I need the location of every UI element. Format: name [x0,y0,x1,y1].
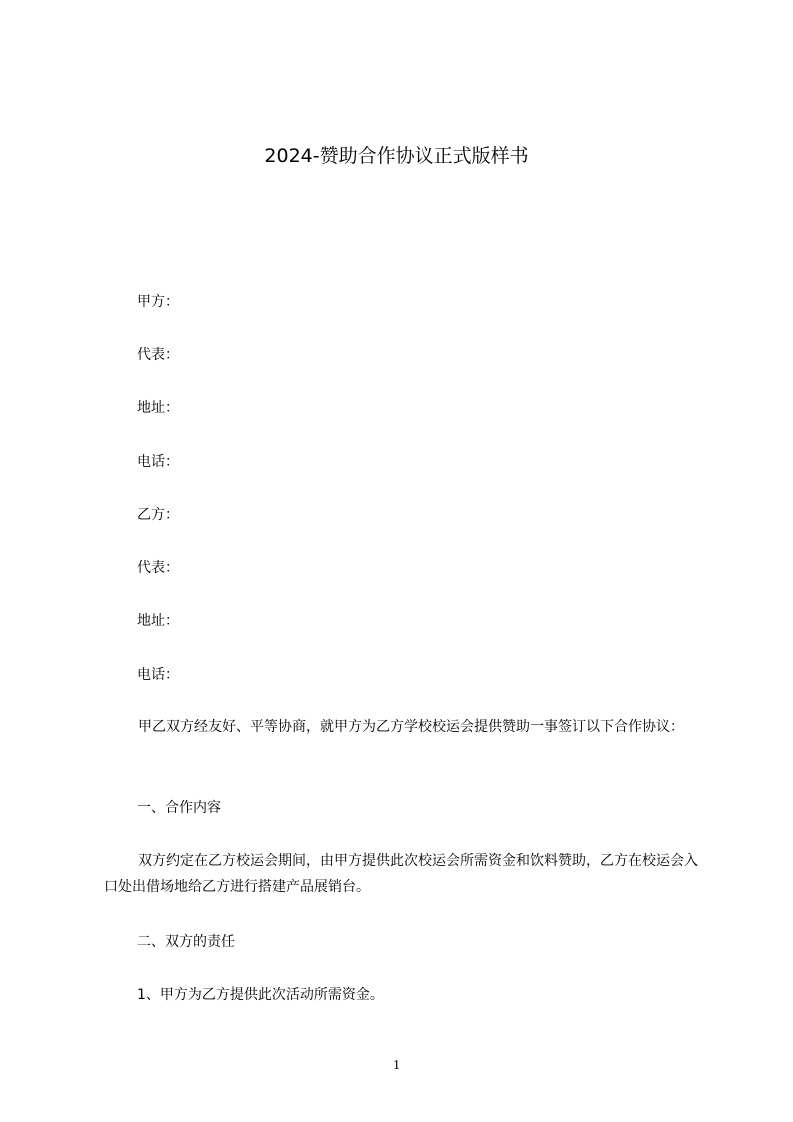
intro-paragraph: 甲乙双方经友好、平等协商，就甲方为乙方学校校运会提供赞助一事签订以下合作协议： [138,719,684,735]
party-a-phone-label: 电话： [137,454,179,470]
party-b-label: 乙方： [137,507,179,523]
party-a-address-label: 地址： [137,400,179,416]
party-b-representative-label: 代表： [137,560,179,576]
party-b-phone-label: 电话： [137,667,179,683]
section-1-heading: 一、合作内容 [137,800,221,816]
section-2-heading: 二、双方的责任 [137,934,235,950]
party-a-label: 甲方： [137,294,179,310]
section-2-item-1: 1、甲方为乙方提供此次活动所需资金。 [137,987,384,1003]
page-number: 1 [393,1058,400,1073]
section-1-body: 双方约定在乙方校运会期间，由甲方提供此次校运会所需资金和饮料赞助，乙方在校运会入口处出借场地给乙方进行搭建产品展销台。 [104,853,698,895]
document-title: 2024-赞助合作协议正式版样书 [264,145,529,167]
party-a-representative-label: 代表： [137,347,179,363]
party-b-address-label: 地址： [137,613,179,629]
